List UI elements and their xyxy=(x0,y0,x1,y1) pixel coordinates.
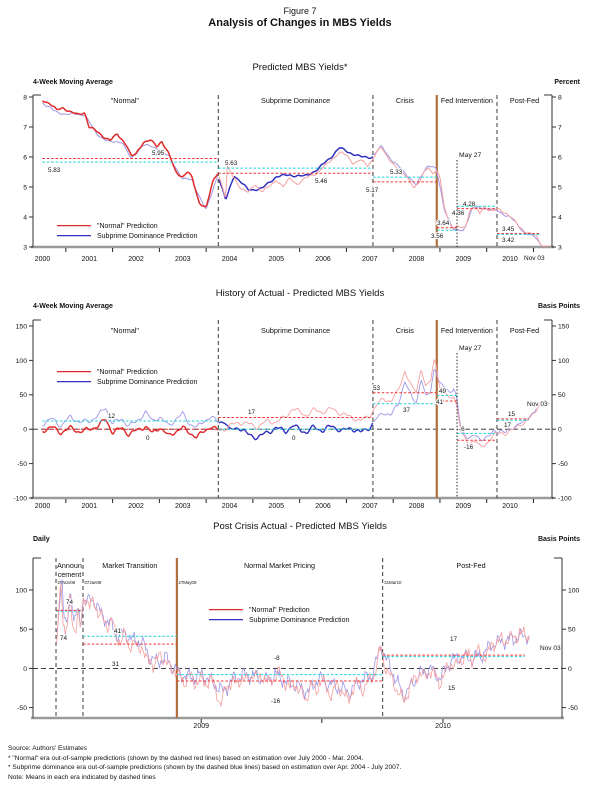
mean-label: 49 xyxy=(439,388,447,395)
mean-label: 5.63 xyxy=(225,160,238,167)
x-tick-label: 2004 xyxy=(221,503,238,510)
y-tick-label: -100 xyxy=(13,495,27,503)
mean-label: 15 xyxy=(508,411,516,418)
y-tick-label: 8 xyxy=(23,94,27,102)
legend-label: "Normal" Prediction xyxy=(249,607,310,614)
mean-label: 5.95 xyxy=(152,150,165,157)
y-tick-label: 0 xyxy=(23,665,27,673)
mean-label: 0 xyxy=(292,435,296,442)
end-label: Nov 03 xyxy=(540,645,561,652)
y-tick-label: -50 xyxy=(568,705,578,712)
mean-label: 5.33 xyxy=(390,169,403,176)
mean-label: -8 xyxy=(274,655,280,662)
x-tick-label: 2008 xyxy=(408,503,425,510)
y-tick-label: 50 xyxy=(19,626,27,634)
mean-label: 4.28 xyxy=(463,201,476,208)
era-label: Fed Intervention xyxy=(440,96,493,105)
era-label: Crisis xyxy=(395,326,414,335)
x-tick-label: 2005 xyxy=(268,256,285,263)
y-tick-label: -50 xyxy=(17,461,27,468)
chart2-title: History of Actual - Predicted MBS Yields xyxy=(215,288,385,299)
x-tick-label: 2002 xyxy=(128,503,144,510)
mean-label: 37 xyxy=(403,407,411,414)
era-label: Post-Fed xyxy=(456,561,486,570)
y-tick-label: 100 xyxy=(15,357,27,365)
mean-label: 3.42 xyxy=(502,237,515,244)
legend-label: Subprime Dominance Prediction xyxy=(97,233,198,240)
end-label: Nov 03 xyxy=(524,255,545,262)
y-tick-label: 3 xyxy=(558,244,562,252)
x-tick-label: 2005 xyxy=(268,503,285,510)
mean-label: 17 xyxy=(248,409,256,416)
mean-label: 74 xyxy=(66,599,74,606)
mean-label: 3.56 xyxy=(431,233,444,240)
mean-label: 15 xyxy=(448,685,456,692)
y-tick-label: 0 xyxy=(558,426,562,434)
chart2-unit-left: 4-Week Moving Average xyxy=(33,303,113,310)
legend-label: "Normal" Prediction xyxy=(97,369,158,376)
normal-prediction-line xyxy=(43,101,219,207)
x-tick-label: 2008 xyxy=(408,256,425,263)
y-tick-label: -50 xyxy=(558,461,568,468)
mean-label: 12 xyxy=(108,413,116,420)
mean-label: -6 xyxy=(459,426,465,433)
normal-prediction-line xyxy=(57,584,529,707)
footnote-subprime-era: * Subprime dominance era out-of-sample predictions (shown by the dashed blue lines) based on estimation over Apr. 2004 - July 2007. xyxy=(8,764,402,772)
era-label: cement xyxy=(57,570,82,579)
subprime-dominance-prediction-line xyxy=(43,103,219,209)
y-tick-label: 0 xyxy=(568,665,572,673)
x-tick-label: 2007 xyxy=(361,503,378,510)
chart2-unit-right: Basis Points xyxy=(537,303,580,310)
mean-label: 41 xyxy=(114,628,122,635)
chart3-unit-right: Basis Points xyxy=(537,536,580,543)
y-tick-label: 7 xyxy=(558,124,562,132)
era-label: Announ xyxy=(57,561,82,570)
y-tick-label: 5 xyxy=(558,184,562,192)
mean-label: 17 xyxy=(504,422,512,429)
mean-label: 74 xyxy=(60,635,68,642)
y-tick-label: 4 xyxy=(23,214,27,222)
date-label: 31Mar10 xyxy=(384,580,402,585)
x-tick-label: 2001 xyxy=(81,256,98,263)
y-tick-label: 100 xyxy=(15,587,27,595)
chart1-title: Predicted MBS Yields* xyxy=(252,62,348,73)
subprime-dominance-prediction-line xyxy=(374,146,550,246)
y-tick-label: 50 xyxy=(19,392,27,400)
x-tick-label: 2004 xyxy=(221,256,238,263)
x-tick-label: 2003 xyxy=(174,256,191,263)
y-tick-label: 0 xyxy=(23,426,27,434)
y-tick-label: -50 xyxy=(17,705,27,712)
era-label: "Normal" xyxy=(110,326,140,335)
y-tick-label: 5 xyxy=(23,184,27,192)
era-label: Subprime Dominance xyxy=(261,326,331,335)
x-tick-label: 2009 xyxy=(455,256,472,263)
x-tick-label: 2006 xyxy=(315,503,331,510)
mean-label: 17 xyxy=(450,636,458,643)
x-tick-label: 2010 xyxy=(435,723,451,730)
mean-label: 41 xyxy=(436,399,444,406)
x-tick-label: 2007 xyxy=(361,256,378,263)
date-label: 07Jan09 xyxy=(84,580,102,585)
era-label: "Normal" xyxy=(110,96,140,105)
y-tick-label: 50 xyxy=(558,392,566,400)
footnote-means: Note: Means in each era indicated by dashed lines xyxy=(8,773,156,781)
figure-label: Figure 7 xyxy=(283,6,317,16)
legend-label: Subprime Dominance Prediction xyxy=(97,379,198,386)
figure-title: Analysis of Changes in MBS Yields xyxy=(208,17,392,29)
y-tick-label: 7 xyxy=(23,124,27,132)
y-tick-label: 150 xyxy=(558,323,570,331)
date-label: 27May09 xyxy=(178,580,197,585)
x-tick-label: 2002 xyxy=(128,256,144,263)
era-label: Post-Fed xyxy=(509,326,540,335)
subprime-dominance-prediction-line xyxy=(43,409,219,427)
x-tick-label: 2003 xyxy=(174,503,191,510)
mean-label: 5.83 xyxy=(48,167,61,174)
mean-label: 3.64 xyxy=(437,220,450,227)
era-label: Market Transition xyxy=(102,561,158,570)
era-label: Crisis xyxy=(395,96,414,105)
mean-label: -16 xyxy=(271,698,281,705)
x-tick-label: 2010 xyxy=(502,503,518,510)
footnote-source: Source: Authors' Estimates xyxy=(8,745,87,752)
y-tick-label: 50 xyxy=(568,626,576,634)
x-tick-label: 2006 xyxy=(315,256,331,263)
y-tick-label: 100 xyxy=(558,357,570,365)
annotation-label: May 27 xyxy=(459,345,482,352)
y-tick-label: 4 xyxy=(558,214,562,222)
y-tick-label: 150 xyxy=(15,323,27,331)
y-tick-label: 3 xyxy=(23,244,27,252)
y-tick-label: 6 xyxy=(23,154,27,162)
mean-label: 31 xyxy=(112,661,120,668)
mean-label: 3.45 xyxy=(502,226,515,233)
mean-label: -16 xyxy=(464,444,474,451)
mean-label: 5.17 xyxy=(366,187,379,194)
era-label: Post-Fed xyxy=(509,96,540,105)
legend-label: Subprime Dominance Prediction xyxy=(249,617,350,624)
chart3-title: Post Crisis Actual - Predicted MBS Yields xyxy=(213,521,387,532)
x-tick-label: 2000 xyxy=(34,256,51,263)
y-tick-label: 8 xyxy=(558,94,562,102)
legend-label: "Normal" Prediction xyxy=(97,223,158,230)
chart1-unit-left: 4-Week Moving Average xyxy=(33,79,113,86)
x-tick-label: 2009 xyxy=(193,723,210,730)
x-tick-label: 2010 xyxy=(502,256,518,263)
x-tick-label: 2001 xyxy=(81,503,98,510)
mean-label: 5.46 xyxy=(315,178,328,185)
era-label: Subprime Dominance xyxy=(261,96,331,105)
end-label: Nov 03 xyxy=(527,401,548,408)
era-label: Fed Intervention xyxy=(440,326,493,335)
y-tick-label: 6 xyxy=(558,154,562,162)
date-label: 25Nov08 xyxy=(57,580,76,585)
x-tick-label: 2009 xyxy=(455,503,472,510)
footnote-normal-era: * "Normal" era out-of-sample predictions (shown by the dashed red lines) based on estimation over July 2000 - Mar. 2004. xyxy=(8,754,364,762)
y-tick-label: 100 xyxy=(568,587,580,595)
mean-label: 0 xyxy=(146,435,150,442)
chart3-unit-left: Daily xyxy=(33,536,50,543)
era-label: Normal Market Pricing xyxy=(243,561,316,570)
x-tick-label: 2000 xyxy=(34,503,51,510)
normal-prediction-line xyxy=(219,148,549,247)
annotation-label: May 27 xyxy=(459,152,482,159)
mean-label: 53 xyxy=(373,385,381,392)
chart1-unit-right: Percent xyxy=(554,79,580,86)
figure-footnotes xyxy=(8,744,401,782)
mean-label: 4.36 xyxy=(452,210,465,217)
y-tick-label: -100 xyxy=(558,495,572,503)
